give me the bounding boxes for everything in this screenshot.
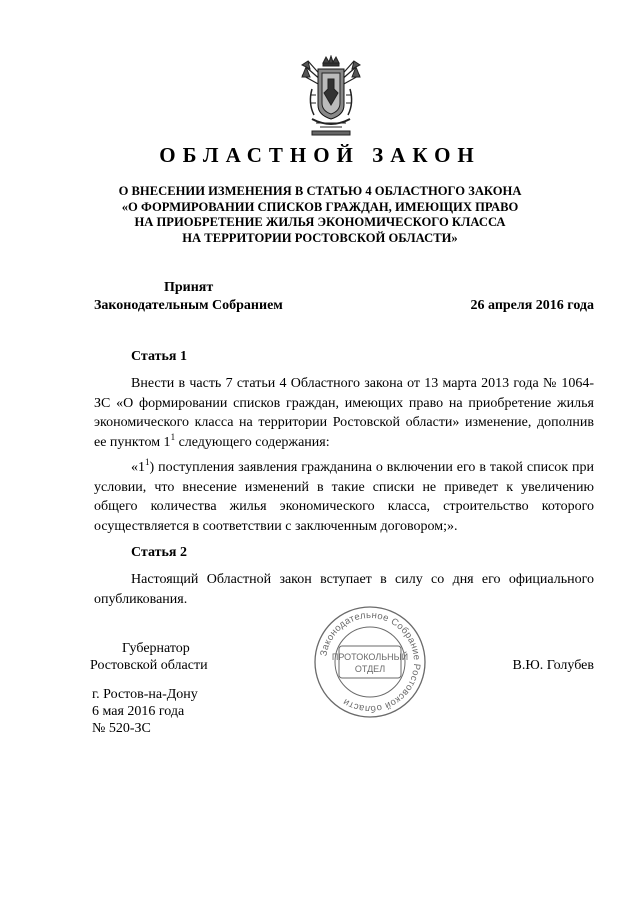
city: г. Ростов-на-Дону: [92, 687, 198, 702]
stamp-inner-line: ОТДЕЛ: [354, 664, 386, 674]
stamp-inner-line: ПРОТОКОЛЬНЫЙ: [331, 652, 409, 662]
article-2-paragraph: Настоящий Областной закон вступает в силу со дня его официального опубликования.: [94, 572, 594, 607]
adopted-date: 26 апреля 2016 года: [470, 298, 594, 313]
signatory-position: Губернатор: [122, 641, 190, 656]
superscript: 1: [145, 457, 150, 467]
svg-text:Законодательное Собрание Росто: [318, 610, 422, 714]
adopted-label: Принят: [164, 280, 214, 295]
coat-of-arms-icon: [298, 55, 364, 140]
article-1-paragraph-1: [94, 374, 594, 452]
adopted-by: Законодательным Собранием: [94, 298, 283, 313]
official-stamp-icon: [312, 604, 428, 720]
superscript: 1: [170, 431, 176, 442]
signatory-region: Ростовской области: [90, 658, 208, 673]
law-title: ОБЛАСТНОЙ ЗАКОН: [159, 143, 481, 167]
article-1-text-end: следующего содержания:: [175, 434, 330, 450]
subject-line: НА ТЕРРИТОРИИ РОСТОВСКОЙ ОБЛАСТИ»: [182, 230, 458, 245]
signing-date: 6 мая 2016 года: [92, 704, 185, 719]
law-number: № 520-ЗС: [92, 721, 151, 736]
item-open: «1: [131, 460, 145, 475]
article-1-paragraph-2: [94, 458, 594, 536]
item-text: ) поступления заявления гражданина о включении его в такой список при условии, что внесение изменений в такие списки не приведет к увеличению общего количества жилья экономического класса, строительство которого осуществляется в соответствии с заключенным договором;».: [94, 460, 594, 534]
article-1-heading: Статья 1: [131, 349, 187, 364]
law-subject: [0, 184, 640, 246]
subject-line: О ВНЕСЕНИИ ИЗМЕНЕНИЯ В СТАТЬЮ 4 ОБЛАСТНОГО ЗАКОНА: [118, 184, 522, 198]
subject-line: «О ФОРМИРОВАНИИ СПИСКОВ ГРАЖДАН, ИМЕЮЩИХ ПРАВО: [121, 199, 519, 214]
signatory-name: В.Ю. Голубев: [512, 658, 594, 673]
article-2-heading: Статья 2: [131, 545, 187, 560]
subject-line: НА ПРИОБРЕТЕНИЕ ЖИЛЬЯ ЭКОНОМИЧЕСКОГО КЛАССА: [134, 215, 506, 230]
document-footer: [92, 686, 198, 737]
stamp-ring-text: Законодательное Собрание Ростовской области: [318, 609, 423, 715]
article-1-text: Внести в часть 7 статьи 4 Областного закона от 13 марта 2013 года № 1064-ЗС «О формировании списков граждан, имеющих право на приобретение жилья экономического класса на территории Ростовской области» изменение, дополнив ее пунктом 1: [94, 376, 594, 450]
